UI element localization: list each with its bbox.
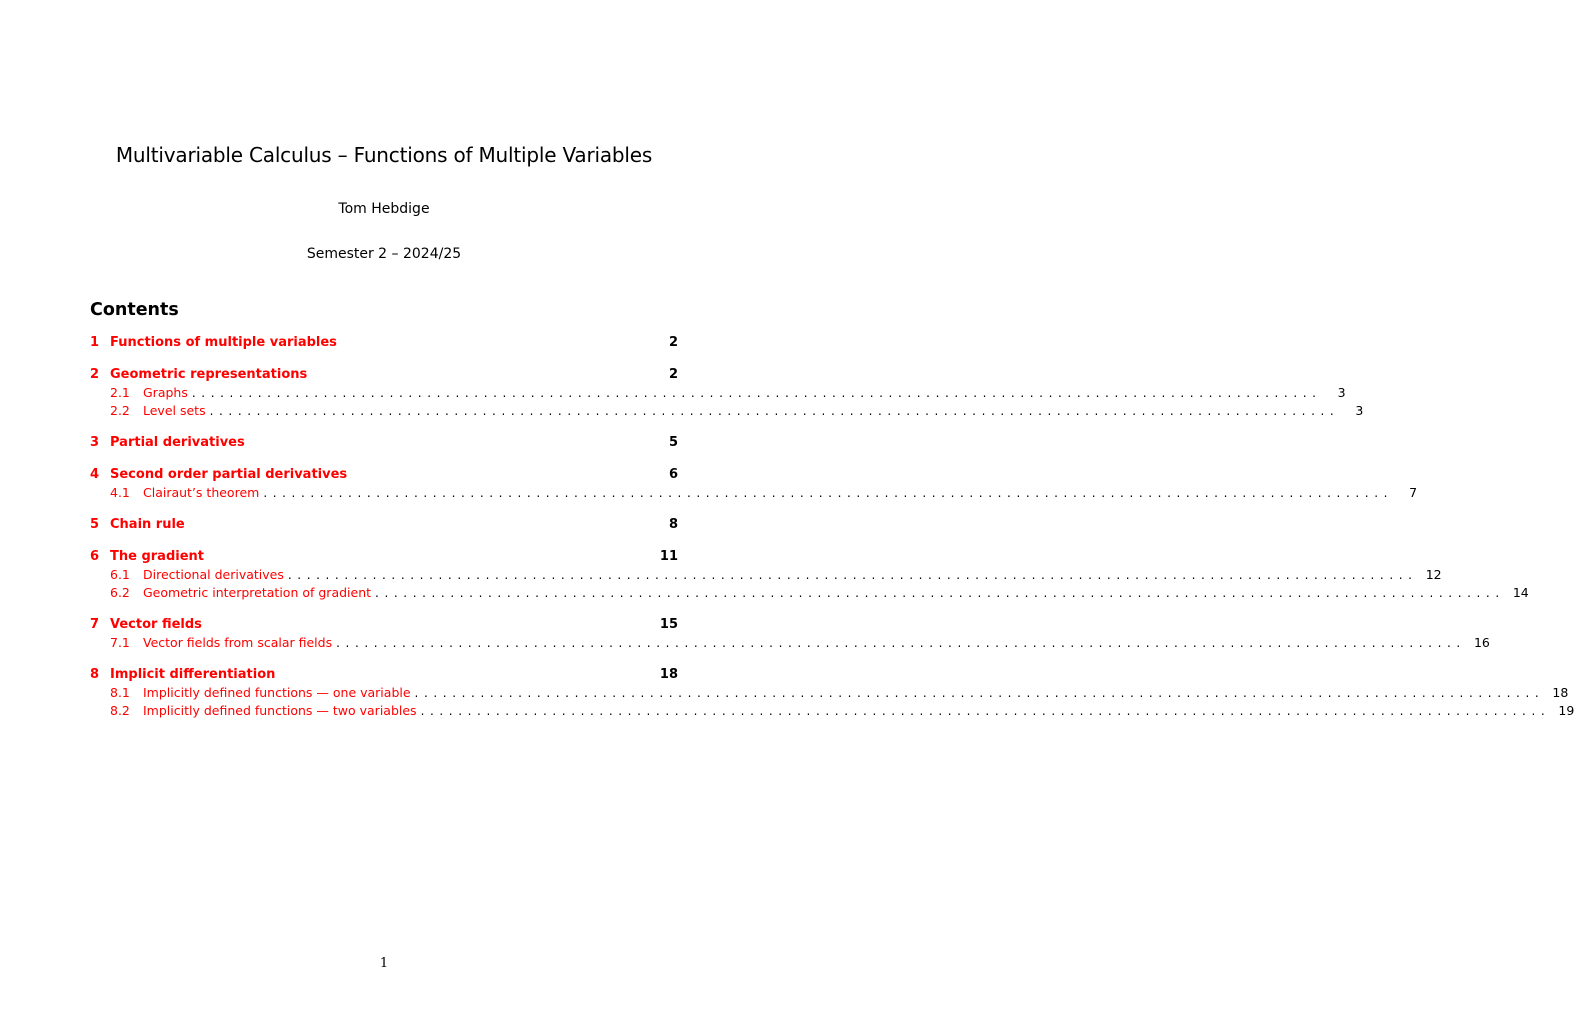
toc-dot-leader: ........................................................................................................................: [191, 386, 1322, 400]
toc-section-link[interactable]: [90, 516, 678, 534]
document-title: Multivariable Calculus – Functions of Multiple Variables: [115, 143, 653, 167]
toc-section-number: 6: [90, 549, 100, 564]
toc-section-number: 1: [90, 335, 100, 350]
page-number: 1: [379, 956, 389, 971]
toc-section-number: 4: [90, 467, 100, 482]
toc-subsection-number: 2.1: [110, 385, 130, 400]
toc-subsection-number: 6.2: [110, 585, 130, 600]
toc-subsection-number: 4.1: [110, 485, 130, 500]
toc-section-link[interactable]: [90, 366, 678, 384]
toc-subsection-link[interactable]: [90, 384, 1346, 402]
toc-subsection-title[interactable]: Level sets: [143, 403, 206, 418]
toc-section-page: 15: [659, 617, 678, 632]
toc-dot-leader: ........................................................................................................................: [263, 486, 1394, 500]
toc-subsection-number: 8.1: [110, 685, 130, 700]
toc-section-page: 8: [668, 517, 678, 532]
toc-section-page: 5: [668, 435, 678, 450]
toc-subsection-link[interactable]: [90, 634, 1490, 652]
toc-subsection-link[interactable]: [90, 702, 1574, 720]
toc-dot-leader: ........................................................................................................................: [209, 404, 1340, 418]
toc-subsection-link[interactable]: [90, 402, 1364, 420]
toc-section: [90, 366, 1364, 420]
table-of-contents: [90, 334, 1574, 734]
toc-subsection-title[interactable]: Implicitly defined functions — one variable: [143, 685, 411, 700]
toc-section-link[interactable]: [90, 334, 678, 352]
toc-subsection-number: 2.2: [110, 403, 130, 418]
toc-section: [90, 334, 678, 352]
toc-subsection-page: 3: [1355, 403, 1364, 418]
toc-section: [90, 516, 678, 534]
toc-dot-leader: ........................................................................................................................: [414, 686, 1545, 700]
toc-section-page: 2: [668, 367, 678, 382]
toc-section-number: 8: [90, 667, 100, 682]
toc-subsection-title[interactable]: Vector fields from scalar fields: [143, 635, 333, 650]
toc-dot-leader: ........................................................................................................................: [420, 704, 1551, 718]
toc-dot-leader: ........................................................................................................................: [375, 586, 1505, 600]
toc-subsection-page: 3: [1337, 385, 1346, 400]
toc-section-number: 3: [90, 435, 100, 450]
toc-section-page: 11: [659, 549, 678, 564]
document-date: Semester 2 – 2024/25: [306, 246, 462, 262]
contents-heading: Contents: [90, 300, 179, 320]
document-author: Tom Hebdige: [338, 201, 430, 217]
toc-subsection-page: 19: [1558, 703, 1574, 718]
toc-section: [90, 666, 1574, 720]
toc-subsection-link[interactable]: [90, 484, 1418, 502]
toc-section-link[interactable]: [90, 548, 678, 566]
toc-subsection-title[interactable]: Implicitly defined functions — two variables: [143, 703, 417, 718]
toc-section-link[interactable]: [90, 616, 678, 634]
toc-subsection-page: 12: [1425, 567, 1442, 582]
toc-dot-leader: ........................................................................................................................: [336, 636, 1466, 650]
toc-section-page: 18: [659, 667, 678, 682]
toc-section-title[interactable]: Vector fields: [110, 617, 202, 632]
toc-section: [90, 466, 1418, 502]
toc-section: [90, 548, 1529, 602]
toc-section-link[interactable]: [90, 434, 678, 452]
toc-section-title[interactable]: The gradient: [110, 549, 205, 564]
toc-section-page: 6: [668, 467, 678, 482]
toc-section-page: 2: [668, 335, 678, 350]
toc-section-title[interactable]: Second order partial derivatives: [110, 467, 348, 482]
toc-subsection-title[interactable]: Geometric interpretation of gradient: [143, 585, 372, 600]
toc-section-number: 2: [90, 367, 100, 382]
toc-subsection-title[interactable]: Directional derivatives: [143, 567, 284, 582]
toc-subsection-link[interactable]: [90, 584, 1529, 602]
toc-subsection-link[interactable]: [90, 684, 1569, 702]
toc-subsection-page: 18: [1552, 685, 1569, 700]
toc-section-number: 7: [90, 617, 100, 632]
toc-section-title[interactable]: Functions of multiple variables: [110, 335, 337, 350]
toc-subsection-page: 7: [1409, 485, 1418, 500]
toc-subsection-number: 6.1: [110, 567, 130, 582]
toc-section-title[interactable]: Implicit differentiation: [110, 667, 276, 682]
toc-section-link[interactable]: [90, 466, 678, 484]
toc-section-title[interactable]: Geometric representations: [110, 367, 308, 382]
toc-subsection-number: 8.2: [110, 703, 130, 718]
toc-subsection-title[interactable]: Graphs: [143, 385, 188, 400]
toc-subsection-page: 16: [1473, 635, 1490, 650]
toc-dot-leader: ........................................................................................................................: [287, 568, 1418, 582]
toc-subsection-page: 14: [1512, 585, 1529, 600]
toc-section-link[interactable]: [90, 666, 678, 684]
toc-section: [90, 616, 1490, 652]
toc-subsection-title[interactable]: Clairaut’s theorem: [143, 485, 260, 500]
toc-subsection-link[interactable]: [90, 566, 1442, 584]
toc-section-title[interactable]: Partial derivatives: [110, 435, 245, 450]
toc-section-number: 5: [90, 517, 100, 532]
toc-subsection-number: 7.1: [110, 635, 130, 650]
toc-section: [90, 434, 678, 452]
toc-section-title[interactable]: Chain rule: [110, 517, 185, 532]
